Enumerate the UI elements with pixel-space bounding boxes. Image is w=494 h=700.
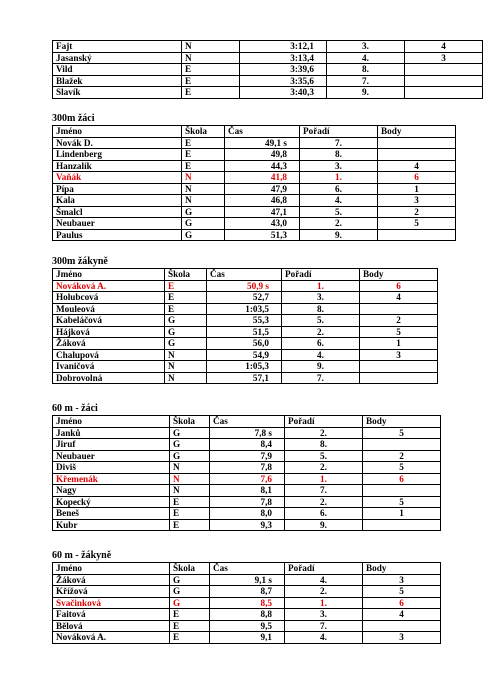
header-name: Jméno <box>53 126 182 138</box>
table-row <box>53 280 438 292</box>
cell-time: 7,8 s <box>210 427 285 439</box>
cell-time: 7,8 <box>210 462 285 474</box>
cell-school: E <box>182 64 240 76</box>
header-time: Čas <box>207 269 282 281</box>
header-school: Škola <box>182 126 225 138</box>
cell-school: N <box>182 183 225 195</box>
cell-school: N <box>165 361 207 373</box>
table-row <box>53 462 441 474</box>
cell-time: 51,5 <box>207 326 282 338</box>
cell-time: 46,8 <box>225 195 300 207</box>
cell-time: 8,4 <box>210 439 285 451</box>
cell-rank: 1. <box>300 172 378 184</box>
cell-name: Fajt <box>53 41 182 53</box>
cell-points: 2 <box>363 450 441 462</box>
header-points: Body <box>363 563 441 575</box>
header-rank: Pořadí <box>282 269 360 281</box>
table-row <box>53 303 438 315</box>
table-row <box>53 195 456 207</box>
cell-points: 2 <box>378 206 456 218</box>
cell-rank: 7. <box>282 372 360 384</box>
cell-time: 7,6 <box>210 473 285 485</box>
cell-rank: 2. <box>285 586 363 598</box>
results-table <box>52 415 441 531</box>
cell-time: 8,5 <box>210 597 285 609</box>
cell-time: 43,0 <box>225 218 300 230</box>
table-row <box>53 349 438 361</box>
cell-name: Kala <box>53 195 182 207</box>
cell-points: 3 <box>360 349 438 361</box>
section-title: 60 m - žáci <box>52 403 98 414</box>
cell-time: 1:05,3 <box>207 361 282 373</box>
results-table <box>52 562 441 644</box>
cell-rank: 4. <box>300 195 378 207</box>
cell-time: 9,1 <box>210 632 285 644</box>
cell-time: 57,1 <box>207 372 282 384</box>
cell-rank: 8. <box>282 303 360 315</box>
cell-name: Křížová <box>53 586 170 598</box>
cell-points <box>363 620 441 632</box>
cell-school: N <box>182 195 225 207</box>
header-name: Jméno <box>53 269 165 281</box>
cell-time: 3:35,6 <box>240 75 327 87</box>
results-table <box>52 125 456 241</box>
cell-school: G <box>170 439 210 451</box>
cell-points: 6 <box>378 172 456 184</box>
cell-points: 1 <box>360 338 438 350</box>
cell-school: E <box>182 87 240 99</box>
section-title: 60 m - žákyně <box>52 550 112 561</box>
cell-school: E <box>170 620 210 632</box>
cell-rank: 3. <box>282 292 360 304</box>
cell-school: N <box>182 172 225 184</box>
table-row <box>53 41 483 53</box>
cell-school: E <box>182 75 240 87</box>
cell-school: G <box>182 218 225 230</box>
cell-points <box>378 229 456 241</box>
cell-time: 1:03,5 <box>207 303 282 315</box>
cell-name: Mouleová <box>53 303 165 315</box>
cell-rank: 3. <box>300 160 378 172</box>
cell-rank: 4. <box>327 52 405 64</box>
cell-school: G <box>165 315 207 327</box>
table-row <box>53 292 438 304</box>
cell-time: 49,1 s <box>225 137 300 149</box>
cell-rank: 3. <box>285 609 363 621</box>
cell-name: Neubauer <box>53 450 170 462</box>
cell-points <box>360 361 438 373</box>
cell-school: E <box>165 280 207 292</box>
cell-name: Novák D. <box>53 137 182 149</box>
cell-school: G <box>170 597 210 609</box>
header-points: Body <box>363 416 441 428</box>
cell-name: Ivaničová <box>53 361 165 373</box>
cell-rank: 2. <box>285 462 363 474</box>
cell-name: Lindenberg <box>53 149 182 161</box>
cell-time: 9,5 <box>210 620 285 632</box>
cell-time: 7,8 <box>210 496 285 508</box>
cell-name: Kubr <box>53 519 170 531</box>
table-header-row <box>53 416 441 428</box>
cell-rank: 4. <box>285 632 363 644</box>
cell-school: E <box>165 303 207 315</box>
cell-time: 9,3 <box>210 519 285 531</box>
table-row <box>53 229 456 241</box>
cell-school: E <box>170 508 210 520</box>
table-row <box>53 183 456 195</box>
header-time: Čas <box>210 563 285 575</box>
header-time: Čas <box>225 126 300 138</box>
cell-rank: 6. <box>300 183 378 195</box>
header-rank: Pořadí <box>300 126 378 138</box>
cell-name: Nagy <box>53 485 170 497</box>
cell-school: G <box>170 586 210 598</box>
cell-rank: 7. <box>285 485 363 497</box>
cell-rank: 5. <box>285 450 363 462</box>
cell-name: Dobrovolná <box>53 372 165 384</box>
table-row <box>53 137 456 149</box>
cell-time: 51,3 <box>225 229 300 241</box>
cell-time: 8,7 <box>210 586 285 598</box>
cell-name: Paulus <box>53 229 182 241</box>
cell-points <box>405 87 483 99</box>
cell-rank: 7. <box>327 75 405 87</box>
cell-school: E <box>170 632 210 644</box>
cell-rank: 7. <box>285 620 363 632</box>
header-points: Body <box>378 126 456 138</box>
cell-school: G <box>170 450 210 462</box>
cell-points <box>378 149 456 161</box>
results-table <box>52 40 483 99</box>
cell-rank: 9. <box>282 361 360 373</box>
cell-points: 5 <box>363 496 441 508</box>
cell-rank: 6. <box>282 338 360 350</box>
cell-time: 3:39,6 <box>240 64 327 76</box>
cell-name: Křemenák <box>53 473 170 485</box>
cell-name: Hájková <box>53 326 165 338</box>
table-header-row <box>53 126 456 138</box>
cell-time: 55,3 <box>207 315 282 327</box>
cell-points <box>363 485 441 497</box>
cell-points: 3 <box>363 632 441 644</box>
table-row <box>53 64 483 76</box>
cell-rank: 9. <box>327 87 405 99</box>
table-row <box>53 206 456 218</box>
cell-time: 56,0 <box>207 338 282 350</box>
cell-school: N <box>170 462 210 474</box>
table-row <box>53 427 441 439</box>
cell-name: Beneš <box>53 508 170 520</box>
cell-points: 4 <box>405 41 483 53</box>
cell-rank: 9. <box>300 229 378 241</box>
cell-school: E <box>170 609 210 621</box>
results-table <box>52 268 438 384</box>
cell-points: 5 <box>363 427 441 439</box>
cell-school: E <box>182 160 225 172</box>
cell-time: 41,8 <box>225 172 300 184</box>
table-row <box>53 508 441 520</box>
cell-name: Bělová <box>53 620 170 632</box>
section-title: 300m žákyně <box>52 256 108 267</box>
cell-time: 3:40,3 <box>240 87 327 99</box>
table-row <box>53 372 438 384</box>
cell-time: 49,8 <box>225 149 300 161</box>
table-row <box>53 172 456 184</box>
cell-name: Šmalcl <box>53 206 182 218</box>
table-row <box>53 485 441 497</box>
cell-name: Chalupová <box>53 349 165 361</box>
cell-rank: 1. <box>282 280 360 292</box>
cell-points: 1 <box>363 508 441 520</box>
cell-name: Faitová <box>53 609 170 621</box>
cell-name: Diviš <box>53 462 170 474</box>
cell-name: Pípa <box>53 183 182 195</box>
cell-time: 50,9 s <box>207 280 282 292</box>
table-row <box>53 338 438 350</box>
cell-points: 4 <box>378 160 456 172</box>
cell-school: G <box>170 574 210 586</box>
cell-name: Holubcová <box>53 292 165 304</box>
cell-rank: 5. <box>282 315 360 327</box>
cell-points <box>405 64 483 76</box>
cell-school: E <box>170 496 210 508</box>
cell-time: 47,9 <box>225 183 300 195</box>
cell-rank: 2. <box>285 496 363 508</box>
cell-name: Žáková <box>53 574 170 586</box>
cell-school: G <box>165 338 207 350</box>
header-points: Body <box>360 269 438 281</box>
cell-points: 5 <box>363 586 441 598</box>
cell-points: 6 <box>363 597 441 609</box>
cell-points <box>360 303 438 315</box>
table-row <box>53 450 441 462</box>
cell-points <box>360 372 438 384</box>
cell-rank: 1. <box>285 597 363 609</box>
cell-school: G <box>182 229 225 241</box>
cell-rank: 6. <box>285 508 363 520</box>
cell-name: Blažek <box>53 75 182 87</box>
table-row <box>53 574 441 586</box>
cell-rank: 3. <box>327 41 405 53</box>
cell-rank: 4. <box>282 349 360 361</box>
header-name: Jméno <box>53 563 170 575</box>
cell-name: Žáková <box>53 338 165 350</box>
cell-time: 7,9 <box>210 450 285 462</box>
cell-school: N <box>165 349 207 361</box>
cell-school: E <box>182 137 225 149</box>
cell-points: 5 <box>378 218 456 230</box>
cell-time: 8,0 <box>210 508 285 520</box>
header-rank: Pořadí <box>285 563 363 575</box>
table-row <box>53 609 441 621</box>
cell-rank: 4. <box>285 574 363 586</box>
table-row <box>53 473 441 485</box>
cell-points: 4 <box>360 292 438 304</box>
cell-points: 1 <box>378 183 456 195</box>
cell-name: Slavík <box>53 87 182 99</box>
cell-school: N <box>165 372 207 384</box>
cell-points: 6 <box>363 473 441 485</box>
cell-rank: 8. <box>327 64 405 76</box>
cell-time: 44,3 <box>225 160 300 172</box>
cell-school: N <box>170 473 210 485</box>
cell-points: 4 <box>363 609 441 621</box>
cell-school: N <box>182 52 240 64</box>
cell-points <box>405 75 483 87</box>
table-row <box>53 87 483 99</box>
cell-name: Hanzalík <box>53 160 182 172</box>
section-title: 300m žáci <box>52 113 95 124</box>
cell-points <box>363 439 441 451</box>
header-rank: Pořadí <box>285 416 363 428</box>
cell-name: Kabeláčová <box>53 315 165 327</box>
table-row <box>53 620 441 632</box>
header-name: Jméno <box>53 416 170 428</box>
cell-name: Neubauer <box>53 218 182 230</box>
cell-name: Svačinková <box>53 597 170 609</box>
cell-points <box>378 137 456 149</box>
table-row <box>53 496 441 508</box>
table-row <box>53 439 441 451</box>
cell-name: Nováková A. <box>53 632 170 644</box>
cell-school: G <box>182 206 225 218</box>
cell-time: 52,7 <box>207 292 282 304</box>
cell-points: 2 <box>360 315 438 327</box>
table-row <box>53 75 483 87</box>
table-row <box>53 326 438 338</box>
cell-school: E <box>165 292 207 304</box>
cell-school: G <box>165 326 207 338</box>
cell-name: Vaňák <box>53 172 182 184</box>
table-header-row <box>53 269 438 281</box>
cell-time: 8,8 <box>210 609 285 621</box>
cell-points: 5 <box>360 326 438 338</box>
cell-rank: 2. <box>300 218 378 230</box>
cell-rank: 8. <box>300 149 378 161</box>
cell-time: 47,1 <box>225 206 300 218</box>
cell-points <box>363 519 441 531</box>
cell-name: Vild <box>53 64 182 76</box>
cell-name: Kopecký <box>53 496 170 508</box>
cell-school: E <box>182 149 225 161</box>
cell-name: Janků <box>53 427 170 439</box>
cell-rank: 7. <box>300 137 378 149</box>
cell-time: 3:13,4 <box>240 52 327 64</box>
table-row <box>53 160 456 172</box>
cell-school: E <box>170 519 210 531</box>
header-school: Škola <box>170 563 210 575</box>
cell-points: 6 <box>360 280 438 292</box>
header-school: Škola <box>170 416 210 428</box>
table-row <box>53 218 456 230</box>
cell-time: 54,9 <box>207 349 282 361</box>
table-row <box>53 519 441 531</box>
cell-school: N <box>182 41 240 53</box>
cell-rank: 9. <box>285 519 363 531</box>
cell-points: 3 <box>363 574 441 586</box>
cell-points: 3 <box>378 195 456 207</box>
cell-school: N <box>170 485 210 497</box>
table-row <box>53 361 438 373</box>
cell-time: 8,1 <box>210 485 285 497</box>
cell-name: Jiruf <box>53 439 170 451</box>
table-row <box>53 632 441 644</box>
header-school: Škola <box>165 269 207 281</box>
table-header-row <box>53 563 441 575</box>
cell-rank: 2. <box>285 427 363 439</box>
cell-rank: 2. <box>282 326 360 338</box>
cell-rank: 1. <box>285 473 363 485</box>
cell-rank: 5. <box>300 206 378 218</box>
cell-points: 3 <box>405 52 483 64</box>
cell-name: Nováková A. <box>53 280 165 292</box>
table-row <box>53 586 441 598</box>
table-row <box>53 52 483 64</box>
cell-name: Jasanský <box>53 52 182 64</box>
cell-points: 5 <box>363 462 441 474</box>
table-row <box>53 149 456 161</box>
table-row <box>53 597 441 609</box>
cell-rank: 8. <box>285 439 363 451</box>
header-time: Čas <box>210 416 285 428</box>
cell-time: 3:12,1 <box>240 41 327 53</box>
table-row <box>53 315 438 327</box>
cell-time: 9,1 s <box>210 574 285 586</box>
cell-school: G <box>170 427 210 439</box>
